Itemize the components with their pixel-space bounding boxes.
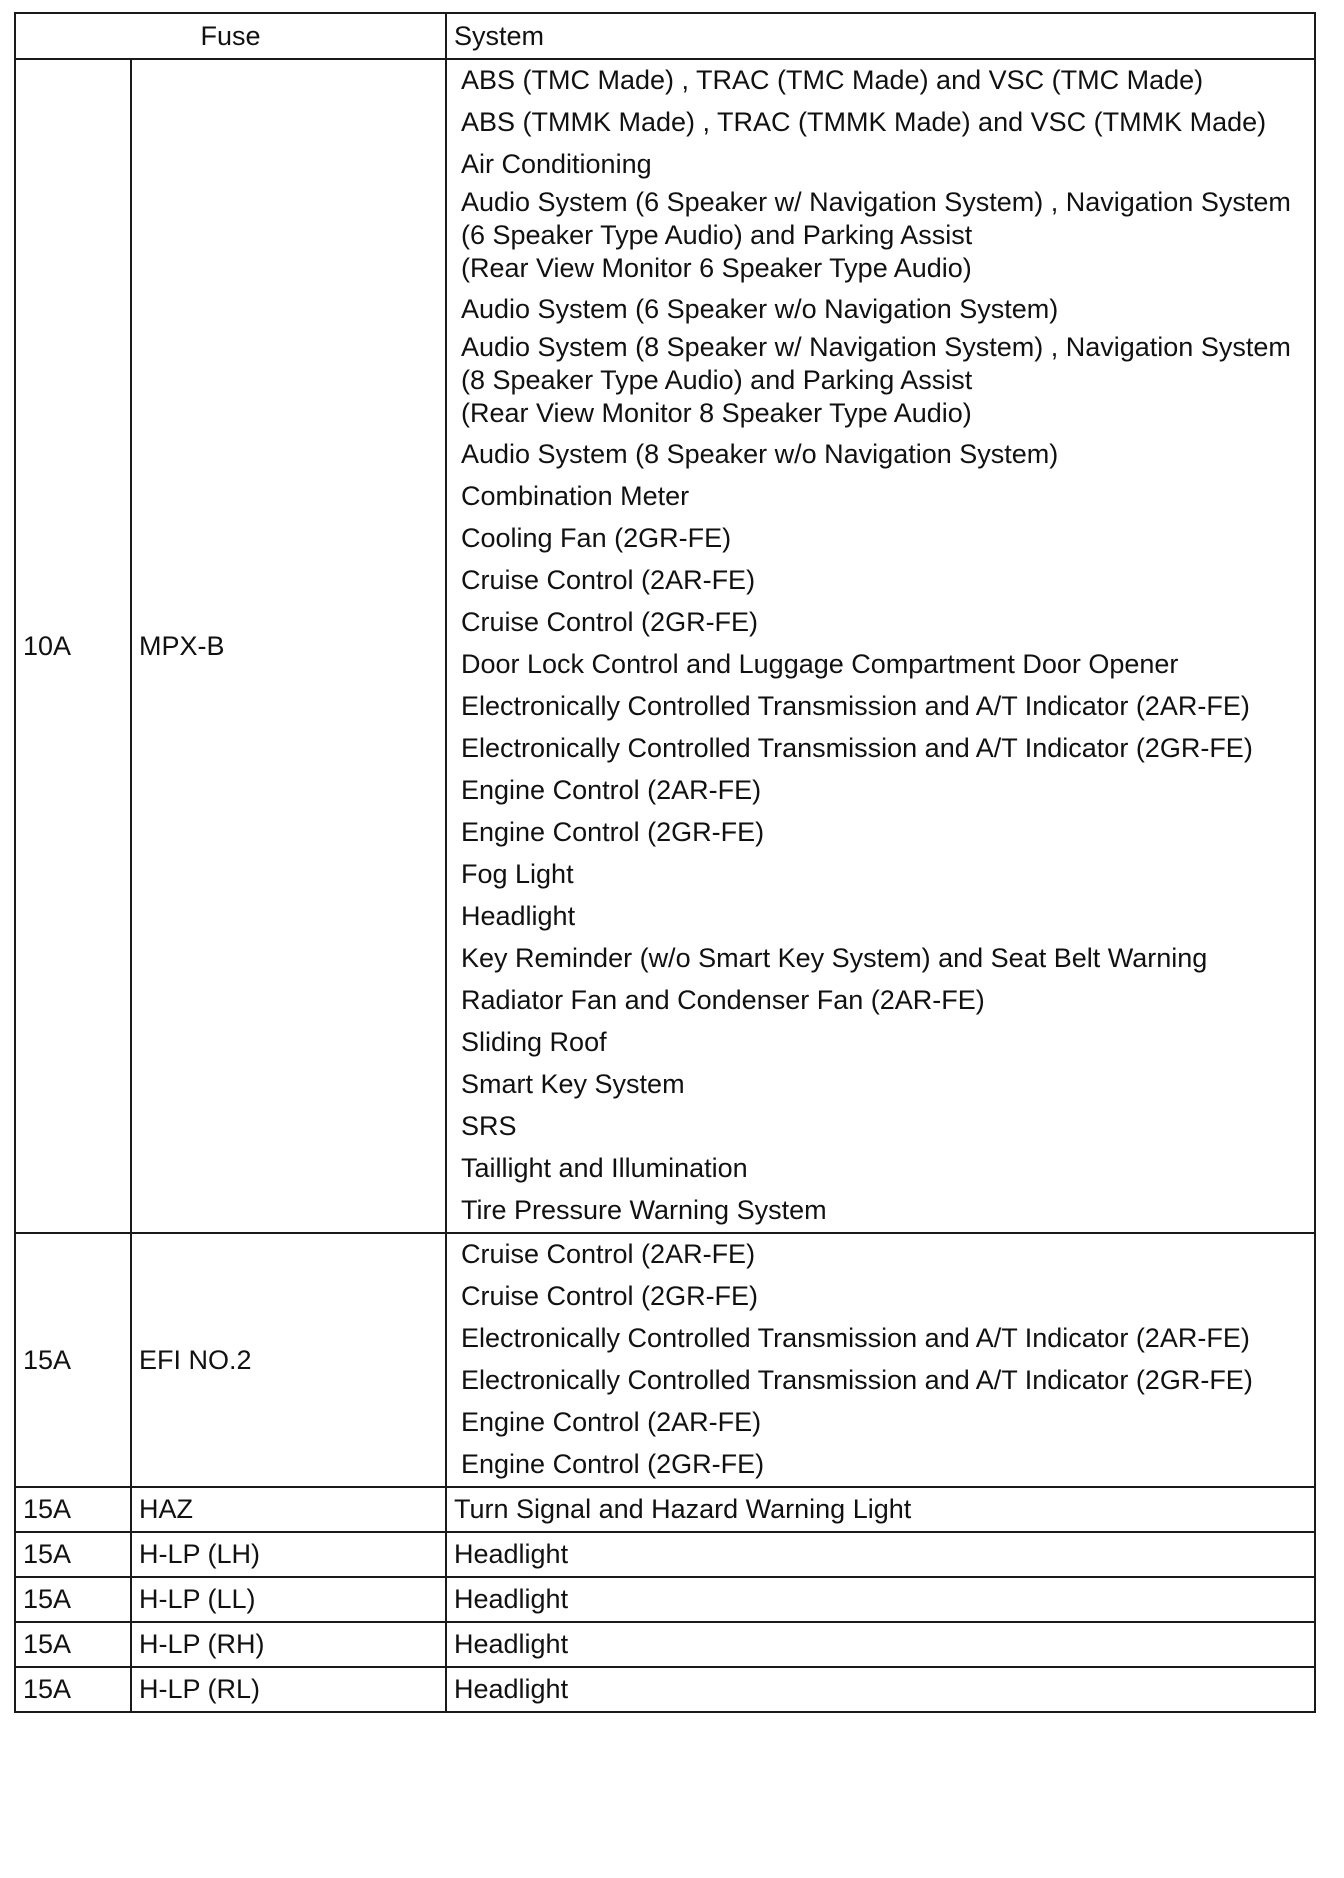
system-item xyxy=(454,644,1307,686)
system-item-line: Electronically Controlled Transmission and A/T Indicator (2GR-FE) xyxy=(461,1365,1253,1395)
system-item-line: Audio System (6 Speaker w/ Navigation System) , Navigation System xyxy=(461,187,1291,217)
system-list xyxy=(446,59,1315,1233)
system-item-line: Door Lock Control and Luggage Compartment Door Opener xyxy=(461,649,1179,679)
table-row xyxy=(15,1577,1315,1622)
system-item xyxy=(454,186,1307,289)
table-row xyxy=(15,1532,1315,1577)
system-item-line: Audio System (6 Speaker w/o Navigation System) xyxy=(461,294,1059,324)
system-item xyxy=(454,1022,1307,1064)
system-item-line: Audio System (8 Speaker w/o Navigation System) xyxy=(461,439,1059,469)
system-item-line: Engine Control (2AR-FE) xyxy=(461,775,762,805)
system-item xyxy=(454,1234,1307,1276)
system-item xyxy=(454,686,1307,728)
fuse-amperage: 15A xyxy=(15,1233,131,1487)
table-row xyxy=(15,1233,1315,1487)
table-header-row xyxy=(15,13,1315,59)
system-item xyxy=(454,1444,1307,1486)
fuse-name: H-LP (RH) xyxy=(131,1622,446,1667)
table-row xyxy=(15,1487,1315,1532)
table-row xyxy=(15,1622,1315,1667)
system-item-line: Key Reminder (w/o Smart Key System) and Seat Belt Warning xyxy=(461,943,1208,973)
system-item-line: Cruise Control (2GR-FE) xyxy=(461,1281,759,1311)
fuse-table-container xyxy=(14,12,1314,1713)
system-item xyxy=(454,1318,1307,1360)
system-item xyxy=(454,1064,1307,1106)
fuse-name: H-LP (LL) xyxy=(131,1577,446,1622)
system-item xyxy=(454,896,1307,938)
system-item-line: Electronically Controlled Transmission and A/T Indicator (2AR-FE) xyxy=(461,1323,1250,1353)
table-row xyxy=(15,1667,1315,1712)
system-item xyxy=(454,938,1307,980)
fuse-name: H-LP (RL) xyxy=(131,1667,446,1712)
system-item xyxy=(454,812,1307,854)
table-body xyxy=(15,59,1315,1712)
system-item-line: Tire Pressure Warning System xyxy=(461,1195,827,1225)
system-item xyxy=(454,476,1307,518)
system-item-line: Air Conditioning xyxy=(461,149,652,179)
system-item-line: Engine Control (2AR-FE) xyxy=(461,1407,762,1437)
system-item-line: (Rear View Monitor 8 Speaker Type Audio) xyxy=(461,398,972,428)
system-item xyxy=(454,144,1307,186)
system-item xyxy=(454,560,1307,602)
system-item-line: Audio System (8 Speaker w/ Navigation System) , Navigation System xyxy=(461,332,1291,362)
system-item xyxy=(454,602,1307,644)
system-item xyxy=(454,434,1307,476)
system-item-line: Electronically Controlled Transmission and A/T Indicator (2GR-FE) xyxy=(461,733,1253,763)
system-list: Headlight xyxy=(446,1577,1315,1622)
system-list: Turn Signal and Hazard Warning Light xyxy=(446,1487,1315,1532)
header-fuse: Fuse xyxy=(15,13,446,59)
system-item xyxy=(454,728,1307,770)
system-item-line: Headlight xyxy=(461,901,576,931)
system-list: Headlight xyxy=(446,1532,1315,1577)
table-row xyxy=(15,59,1315,1233)
system-item-line: (Rear View Monitor 6 Speaker Type Audio) xyxy=(461,253,972,283)
system-item-line: SRS xyxy=(461,1111,517,1141)
system-item-line: Engine Control (2GR-FE) xyxy=(461,1449,765,1479)
fuse-name: H-LP (LH) xyxy=(131,1532,446,1577)
system-item-line: Engine Control (2GR-FE) xyxy=(461,817,765,847)
fuse-amperage: 15A xyxy=(15,1622,131,1667)
system-item-line: Cruise Control (2AR-FE) xyxy=(461,1239,756,1269)
system-item-line: Radiator Fan and Condenser Fan (2AR-FE) xyxy=(461,985,985,1015)
system-item xyxy=(454,1190,1307,1232)
system-item xyxy=(454,1148,1307,1190)
fuse-name: HAZ xyxy=(131,1487,446,1532)
system-item xyxy=(454,518,1307,560)
system-item-line: Taillight and Illumination xyxy=(461,1153,748,1183)
system-item-line: Combination Meter xyxy=(461,481,690,511)
system-item xyxy=(454,980,1307,1022)
fuse-amperage: 15A xyxy=(15,1532,131,1577)
system-item-line: Electronically Controlled Transmission and A/T Indicator (2AR-FE) xyxy=(461,691,1250,721)
system-item-line: Cruise Control (2AR-FE) xyxy=(461,565,756,595)
fuse-amperage: 10A xyxy=(15,59,131,1233)
system-list: Headlight xyxy=(446,1622,1315,1667)
fuse-amperage: 15A xyxy=(15,1577,131,1622)
system-item xyxy=(454,1360,1307,1402)
system-item xyxy=(454,102,1307,144)
fuse-name: MPX-B xyxy=(131,59,446,1233)
system-item-line: Smart Key System xyxy=(461,1069,685,1099)
system-item xyxy=(454,331,1307,434)
fuse-amperage: 15A xyxy=(15,1667,131,1712)
system-item-line: Cruise Control (2GR-FE) xyxy=(461,607,759,637)
system-item xyxy=(454,854,1307,896)
fuse-amperage: 15A xyxy=(15,1487,131,1532)
system-list xyxy=(446,1233,1315,1487)
system-item-line: ABS (TMMK Made) , TRAC (TMMK Made) and VSC (TMMK Made) xyxy=(461,107,1267,137)
system-item xyxy=(454,289,1307,331)
system-item-line: Cooling Fan (2GR-FE) xyxy=(461,523,732,553)
system-item xyxy=(454,1276,1307,1318)
system-item-line: ABS (TMC Made) , TRAC (TMC Made) and VSC (TMC Made) xyxy=(461,65,1204,95)
system-item-line: (6 Speaker Type Audio) and Parking Assist xyxy=(461,220,973,250)
system-list: Headlight xyxy=(446,1667,1315,1712)
header-system: System xyxy=(446,13,1315,59)
system-item-line: (8 Speaker Type Audio) and Parking Assist xyxy=(461,365,973,395)
system-item-line: Fog Light xyxy=(461,859,574,889)
system-item xyxy=(454,60,1307,102)
system-item-line: Sliding Roof xyxy=(461,1027,607,1057)
fuse-name: EFI NO.2 xyxy=(131,1233,446,1487)
system-item xyxy=(454,1402,1307,1444)
fuse-table xyxy=(14,12,1316,1713)
system-item xyxy=(454,1106,1307,1148)
system-item xyxy=(454,770,1307,812)
